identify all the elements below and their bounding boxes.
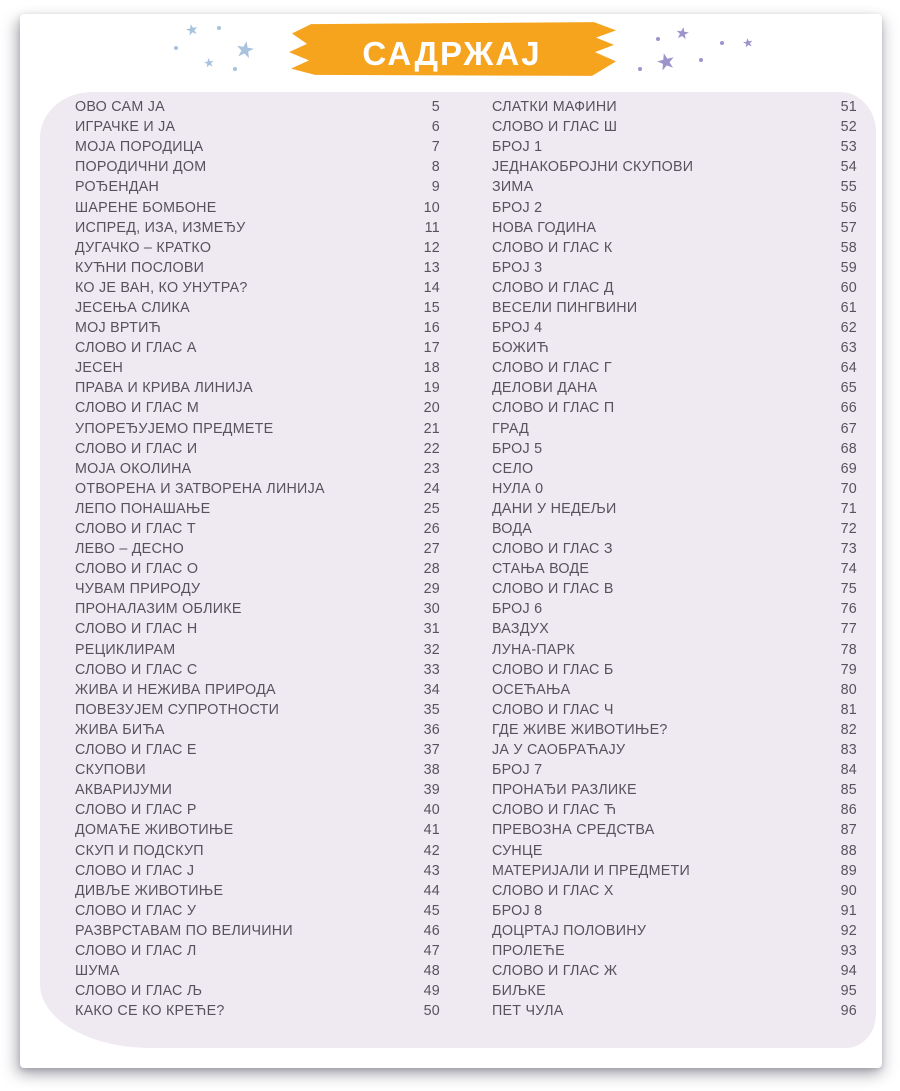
toc-entry-title: СЛОВО И ГЛАС М	[75, 400, 200, 417]
toc-entry-page: 38	[423, 762, 440, 779]
toc-row	[492, 197, 857, 217]
toc-entry-title: СЛОВО И ГЛАС У	[75, 902, 197, 919]
sparkle-dot-icon	[233, 67, 237, 71]
toc-row	[492, 901, 857, 921]
toc-entry-page: 52	[840, 119, 857, 136]
toc-entry-title: ДИВЉЕ ЖИВОТИЊЕ	[75, 882, 224, 899]
toc-row	[492, 640, 857, 660]
toc-entry-page: 42	[423, 842, 440, 859]
toc-entry-title: ЛУНА-ПАРК	[492, 641, 576, 658]
toc-entry-title: ЧУВАМ ПРИРОДУ	[75, 581, 201, 598]
toc-row	[75, 640, 440, 660]
toc-column-right	[492, 97, 857, 1048]
toc-entry-page: 59	[840, 259, 857, 276]
toc-row	[75, 901, 440, 921]
toc-entry-page: 93	[840, 942, 857, 959]
toc-entry-title: ПОВЕЗУЈЕМ СУПРОТНОСТИ	[75, 701, 280, 718]
star-icon	[185, 23, 199, 37]
star-icon	[235, 40, 256, 61]
toc-entry-page: 70	[840, 480, 857, 497]
toc-row	[75, 720, 440, 740]
star-icon	[203, 57, 214, 68]
toc-entry-title: ЛЕПО ПОНАШАЊЕ	[75, 500, 211, 517]
toc-entry-title: СЕЛО	[492, 460, 534, 477]
toc-row	[75, 981, 440, 1001]
toc-entry-page: 20	[423, 400, 440, 417]
toc-entry-page: 40	[423, 802, 440, 819]
toc-entry-page: 37	[423, 742, 440, 759]
toc-entry-page: 34	[423, 681, 440, 698]
toc-entry-title: БОЖИЋ	[492, 340, 549, 357]
toc-entry-page: 83	[840, 742, 857, 759]
toc-entry-page: 32	[423, 641, 440, 658]
toc-entry-page: 47	[423, 942, 440, 959]
toc-entry-title: ДОЦРТАЈ ПОЛОВИНУ	[492, 922, 647, 939]
toc-entry-title: СЛАТКИ МАФИНИ	[492, 99, 617, 116]
toc-row	[492, 258, 857, 278]
toc-row	[75, 439, 440, 459]
toc-entry-title: БРОЈ 1	[492, 139, 543, 156]
toc-entry-title: СЛОВО И ГЛАС Ч	[492, 701, 614, 718]
toc-entry-title: СКУП И ПОДСКУП	[75, 842, 204, 859]
toc-entry-page: 95	[840, 983, 857, 1000]
toc-entry-page: 80	[840, 681, 857, 698]
toc-entry-page: 21	[423, 420, 440, 437]
toc-entry-page: 13	[423, 259, 440, 276]
toc-entry-title: СЛОВО И ГЛАС Н	[75, 621, 198, 638]
toc-row	[75, 238, 440, 258]
toc-entry-title: РАЗВРСТАВАМ ПО ВЕЛИЧИНИ	[75, 922, 293, 939]
toc-entry-title: МОЈ ВРТИЋ	[75, 320, 162, 337]
toc-entry-title: ПРОНАЛАЗИМ ОБЛИКЕ	[75, 601, 242, 618]
toc-row	[75, 398, 440, 418]
toc-entry-page: 69	[840, 460, 857, 477]
toc-entry-page: 75	[840, 581, 857, 598]
toc-row	[492, 439, 857, 459]
toc-entry-page: 67	[840, 420, 857, 437]
toc-entry-page: 60	[840, 279, 857, 296]
toc-entry-page: 61	[840, 299, 857, 316]
toc-entry-page: 15	[423, 299, 440, 316]
toc-entry-page: 71	[840, 500, 857, 517]
toc-row	[492, 378, 857, 398]
toc-entry-page: 84	[840, 762, 857, 779]
toc-entry-page: 62	[840, 320, 857, 337]
toc-entry-title: ЗИМА	[492, 179, 534, 196]
toc-entry-title: СЛОВО И ГЛАС Ј	[75, 862, 195, 879]
toc-entry-title: НУЛА 0	[492, 480, 544, 497]
sparkle-dot-icon	[720, 41, 724, 45]
toc-entry-page: 24	[423, 480, 440, 497]
toc-entry-title: СЛОВО И ГЛАС Г	[492, 360, 612, 377]
toc-row	[492, 318, 857, 338]
toc-entry-page: 73	[840, 541, 857, 558]
toc-entry-page: 19	[423, 380, 440, 397]
toc-entry-page: 65	[840, 380, 857, 397]
toc-entry-title: ГРАД	[492, 420, 530, 437]
toc-row	[75, 941, 440, 961]
toc-row	[75, 881, 440, 901]
toc-entry-title: ЛЕВО – ДЕСНО	[75, 541, 184, 558]
toc-entry-title: СЛОВО И ГЛАС Х	[492, 882, 614, 899]
star-icon	[655, 51, 677, 73]
toc-row	[75, 861, 440, 881]
toc-row	[75, 740, 440, 760]
toc-entry-title: СЛОВО И ГЛАС Б	[492, 661, 614, 678]
toc-row	[75, 479, 440, 499]
sparkle-dot-icon	[638, 67, 642, 71]
toc-entry-page: 12	[423, 239, 440, 256]
toc-row	[75, 619, 440, 639]
toc-row	[75, 459, 440, 479]
toc-entry-title: СТАЊА ВОДЕ	[492, 561, 590, 578]
toc-row	[492, 559, 857, 579]
toc-entry-title: ПРОЛЕЋЕ	[492, 942, 565, 959]
toc-entry-page: 45	[423, 902, 440, 919]
toc-entry-title: БРОЈ 6	[492, 601, 543, 618]
toc-entry-title: ВЕСЕЛИ ПИНГВИНИ	[492, 299, 638, 316]
toc-entry-title: ЈЕДНАКОБРОЈНИ СКУПОВИ	[492, 159, 694, 176]
toc-row	[492, 680, 857, 700]
toc-entry-title: БРОЈ 7	[492, 762, 543, 779]
toc-row	[492, 700, 857, 720]
toc-entry-title: БРОЈ 4	[492, 320, 543, 337]
toc-entry-page: 90	[840, 882, 857, 899]
toc-row	[75, 338, 440, 358]
toc-entry-page: 17	[423, 340, 440, 357]
toc-entry-page: 10	[423, 199, 440, 216]
toc-entry-page: 9	[431, 179, 440, 196]
toc-row	[492, 177, 857, 197]
toc-row	[75, 559, 440, 579]
toc-entry-page: 72	[840, 521, 857, 538]
toc-entry-title: БРОЈ 5	[492, 440, 543, 457]
toc-row	[492, 338, 857, 358]
toc-entry-page: 26	[423, 521, 440, 538]
toc-row	[492, 218, 857, 238]
toc-entry-page: 56	[840, 199, 857, 216]
toc-entry-page: 51	[840, 99, 857, 116]
toc-row	[75, 258, 440, 278]
toc-row	[75, 780, 440, 800]
toc-entry-title: МАТЕРИЈАЛИ И ПРЕДМЕТИ	[492, 862, 691, 879]
toc-row	[492, 519, 857, 539]
toc-entry-title: СЛОВО И ГЛАС Д	[492, 279, 614, 296]
toc-row	[492, 579, 857, 599]
toc-entry-page: 6	[431, 119, 440, 136]
toc-entry-page: 85	[840, 782, 857, 799]
toc-row	[75, 278, 440, 298]
toc-row	[492, 760, 857, 780]
toc-row	[492, 157, 857, 177]
toc-row	[492, 479, 857, 499]
toc-row	[492, 961, 857, 981]
toc-row	[75, 519, 440, 539]
toc-entry-page: 54	[840, 159, 857, 176]
toc-row	[75, 499, 440, 519]
toc-entry-title: СЛОВО И ГЛАС Ш	[492, 119, 618, 136]
toc-row	[492, 800, 857, 820]
toc-entry-title: ДАНИ У НЕДЕЉИ	[492, 500, 617, 517]
toc-row	[492, 840, 857, 860]
toc-entry-page: 29	[423, 581, 440, 598]
toc-entry-page: 27	[423, 541, 440, 558]
toc-entry-title: СЛОВО И ГЛАС Л	[75, 942, 197, 959]
toc-entry-page: 66	[840, 400, 857, 417]
toc-entry-page: 30	[423, 601, 440, 618]
toc-entry-page: 14	[423, 279, 440, 296]
sparkle-dot-icon	[699, 58, 703, 62]
toc-row	[492, 358, 857, 378]
toc-entry-page: 16	[423, 320, 440, 337]
toc-entry-title: СЛОВО И ГЛАС О	[75, 561, 199, 578]
toc-entry-page: 31	[423, 621, 440, 638]
toc-row	[75, 840, 440, 860]
toc-row	[492, 137, 857, 157]
toc-row	[75, 97, 440, 117]
toc-entry-page: 91	[840, 902, 857, 919]
toc-row	[75, 137, 440, 157]
toc-entry-page: 82	[840, 721, 857, 738]
toc-row	[75, 820, 440, 840]
toc-entry-title: СЛОВО И ГЛАС К	[492, 239, 613, 256]
toc-row	[492, 599, 857, 619]
toc-entry-title: ШУМА	[75, 963, 120, 980]
toc-row	[75, 700, 440, 720]
toc-entry-page: 58	[840, 239, 857, 256]
toc-entry-title: ДЕЛОВИ ДАНА	[492, 380, 598, 397]
toc-entry-title: СЛОВО И ГЛАС Р	[75, 802, 197, 819]
toc-entry-page: 44	[423, 882, 440, 899]
toc-entry-page: 35	[423, 701, 440, 718]
toc-row	[492, 278, 857, 298]
toc-entry-title: ЖИВА БИЋА	[75, 721, 165, 738]
toc-row	[492, 861, 857, 881]
toc-row	[492, 740, 857, 760]
toc-entry-title: СУНЦЕ	[492, 842, 543, 859]
toc-entry-title: ШАРЕНЕ БОМБОНЕ	[75, 199, 217, 216]
toc-entry-title: ОТВОРЕНА И ЗАТВОРЕНА ЛИНИЈА	[75, 480, 325, 497]
toc-entry-title: ДОМАЋЕ ЖИВОТИЊЕ	[75, 822, 234, 839]
toc-entry-page: 79	[840, 661, 857, 678]
toc-entry-page: 78	[840, 641, 857, 658]
toc-row	[492, 1001, 857, 1021]
toc-row	[75, 760, 440, 780]
toc-row	[492, 539, 857, 559]
toc-row	[75, 218, 440, 238]
toc-entry-title: ОВО САМ ЈА	[75, 99, 165, 116]
toc-entry-page: 11	[424, 219, 440, 236]
toc-row	[492, 298, 857, 318]
toc-entry-title: ЈЕСЕН	[75, 360, 124, 377]
toc-entry-page: 8	[431, 159, 440, 176]
toc-entry-title: КУЋНИ ПОСЛОВИ	[75, 259, 205, 276]
toc-entry-page: 49	[423, 983, 440, 1000]
toc-entry-title: ИСПРЕД, ИЗА, ИЗМЕЂУ	[75, 219, 246, 236]
toc-entry-page: 53	[840, 139, 857, 156]
toc-entry-title: ПЕТ ЧУЛА	[492, 1003, 564, 1020]
toc-entry-title: ЖИВА И НЕЖИВА ПРИРОДА	[75, 681, 276, 698]
toc-row	[492, 780, 857, 800]
toc-entry-page: 43	[423, 862, 440, 879]
toc-row	[75, 599, 440, 619]
star-icon	[675, 26, 690, 41]
toc-entry-title: ОСЕЋАЊА	[492, 681, 571, 698]
toc-entry-title: АКВАРИЈУМИ	[75, 782, 173, 799]
toc-entry-title: УПОРЕЂУЈЕМО ПРЕДМЕТЕ	[75, 420, 274, 437]
toc-entry-page: 96	[840, 1003, 857, 1020]
toc-entry-page: 89	[840, 862, 857, 879]
toc-entry-title: ЈЕСЕЊА СЛИКА	[75, 299, 190, 316]
toc-row	[75, 579, 440, 599]
toc-entry-page: 5	[431, 99, 440, 116]
toc-entry-title: ЈА У САОБРАЋАЈУ	[492, 742, 626, 759]
toc-entry-page: 22	[423, 440, 440, 457]
title-ribbon	[287, 20, 617, 78]
toc-entry-title: СЛОВО И ГЛАС Т	[75, 521, 196, 538]
toc-row	[75, 157, 440, 177]
toc-entry-page: 28	[423, 561, 440, 578]
toc-entry-title: БРОЈ 8	[492, 902, 543, 919]
page	[20, 14, 882, 1068]
toc-entry-title: ПРЕВОЗНА СРЕДСТВА	[492, 822, 655, 839]
toc-row	[75, 539, 440, 559]
toc-entry-page: 64	[840, 360, 857, 377]
toc-entry-title: СЛОВО И ГЛАС В	[492, 581, 614, 598]
toc-entry-page: 68	[840, 440, 857, 457]
toc-entry-page: 48	[423, 963, 440, 980]
toc-entry-page: 39	[423, 782, 440, 799]
toc-row	[75, 197, 440, 217]
toc-entry-page: 86	[840, 802, 857, 819]
toc-entry-title: ДУГАЧКО – КРАТКО	[75, 239, 212, 256]
toc-entry-title: СЛОВО И ГЛАС Љ	[75, 983, 203, 1000]
toc-entry-page: 7	[431, 139, 440, 156]
toc-entry-page: 50	[423, 1003, 440, 1020]
toc-entry-title: МОЈА ОКОЛИНА	[75, 460, 192, 477]
toc-row	[492, 117, 857, 137]
toc-entry-title: БРОЈ 2	[492, 199, 543, 216]
toc-row	[75, 117, 440, 137]
toc-entry-page: 36	[423, 721, 440, 738]
toc-row	[75, 660, 440, 680]
page-title: САДРЖАЈ	[362, 35, 542, 72]
toc-entry-title: СЛОВО И ГЛАС И	[75, 440, 198, 457]
toc-row	[492, 499, 857, 519]
toc-row	[75, 921, 440, 941]
toc-entry-title: ВОДА	[492, 521, 533, 538]
toc-row	[492, 238, 857, 258]
toc-row	[75, 1001, 440, 1021]
toc-entry-page: 23	[423, 460, 440, 477]
toc-row	[492, 881, 857, 901]
toc-entry-title: СЛОВО И ГЛАС З	[492, 541, 613, 558]
toc-entry-title: ПРОНАЂИ РАЗЛИКЕ	[492, 782, 637, 799]
toc-entry-title: СЛОВО И ГЛАС Е	[75, 742, 197, 759]
toc-entry-title: ГДЕ ЖИВЕ ЖИВОТИЊЕ?	[492, 721, 668, 738]
toc-entry-page: 55	[840, 179, 857, 196]
toc-row	[75, 298, 440, 318]
toc-entry-title: БРОЈ 3	[492, 259, 543, 276]
toc-row	[75, 800, 440, 820]
toc-entry-title: СЛОВО И ГЛАС Ж	[492, 963, 618, 980]
toc-row	[75, 318, 440, 338]
toc-entry-page: 63	[840, 340, 857, 357]
toc-entry-title: БИЉКЕ	[492, 983, 546, 1000]
toc-row	[492, 720, 857, 740]
toc-entry-page: 57	[840, 219, 857, 236]
toc-entry-title: ИГРАЧКЕ И ЈА	[75, 119, 176, 136]
toc-entry-page: 25	[423, 500, 440, 517]
toc-entry-page: 81	[840, 701, 857, 718]
toc-row	[492, 619, 857, 639]
toc-entry-title: СЛОВО И ГЛАС Ћ	[492, 802, 617, 819]
toc-entry-page: 18	[423, 360, 440, 377]
toc-entry-title: ПОРОДИЧНИ ДОМ	[75, 159, 207, 176]
toc-entry-title: КАКО СЕ КО КРЕЋЕ?	[75, 1003, 225, 1020]
toc-row	[75, 358, 440, 378]
toc-entry-page: 76	[840, 601, 857, 618]
toc-entry-title: СЛОВО И ГЛАС С	[75, 661, 198, 678]
toc-row	[75, 680, 440, 700]
toc-entry-page: 74	[840, 561, 857, 578]
toc-entry-page: 33	[423, 661, 440, 678]
toc-row	[492, 459, 857, 479]
toc-entry-title: СЛОВО И ГЛАС П	[492, 400, 615, 417]
toc-entry-page: 92	[840, 922, 857, 939]
toc-row	[492, 820, 857, 840]
toc-entry-title: НОВА ГОДИНА	[492, 219, 597, 236]
toc-entry-page: 46	[423, 922, 440, 939]
toc-panel	[40, 92, 876, 1048]
toc-column-left	[75, 97, 440, 1048]
toc-entry-page: 41	[423, 822, 440, 839]
toc-entry-title: КО ЈЕ ВАН, КО УНУТРА?	[75, 279, 248, 296]
toc-entry-page: 88	[840, 842, 857, 859]
sparkle-dot-icon	[217, 26, 221, 30]
toc-row	[75, 378, 440, 398]
toc-entry-title: ПРАВА И КРИВА ЛИНИЈА	[75, 380, 253, 397]
toc-entry-page: 94	[840, 963, 857, 980]
toc-entry-page: 77	[840, 621, 857, 638]
toc-row	[492, 981, 857, 1001]
toc-row	[492, 97, 857, 117]
toc-row	[75, 419, 440, 439]
sparkle-dot-icon	[174, 46, 178, 50]
toc-entry-title: МОЈА ПОРОДИЦА	[75, 139, 204, 156]
toc-entry-title: ВАЗДУХ	[492, 621, 550, 638]
toc-row	[492, 941, 857, 961]
toc-entry-title: РОЂЕНДАН	[75, 179, 160, 196]
star-icon	[742, 37, 754, 49]
toc-row	[492, 398, 857, 418]
toc-entry-title: СКУПОВИ	[75, 762, 146, 779]
toc-row	[492, 921, 857, 941]
toc-row	[75, 177, 440, 197]
toc-row	[492, 660, 857, 680]
toc-row	[75, 961, 440, 981]
toc-entry-page: 87	[840, 822, 857, 839]
toc-entry-title: РЕЦИКЛИРАМ	[75, 641, 176, 658]
sparkle-dot-icon	[656, 37, 660, 41]
toc-entry-title: СЛОВО И ГЛАС А	[75, 340, 197, 357]
toc-row	[492, 419, 857, 439]
